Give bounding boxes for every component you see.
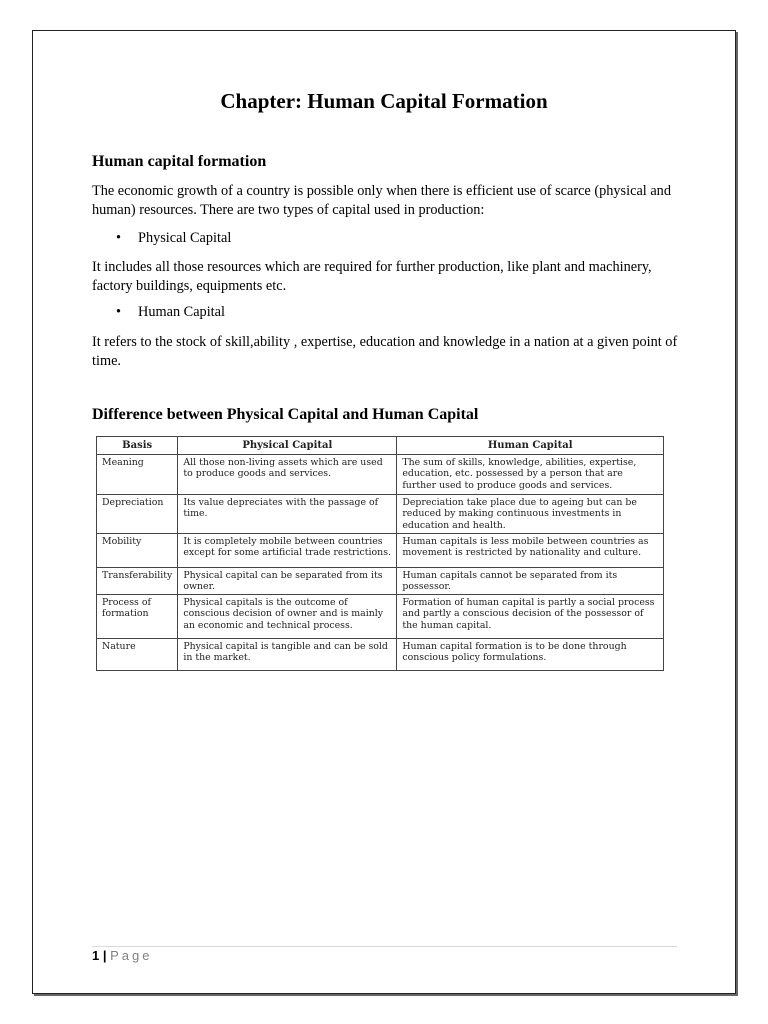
bullet-human-capital [116,304,225,321]
page-number: 1 [92,948,100,963]
bullet-label: Human Capital [138,304,225,320]
bullet-icon: • [116,230,122,246]
cell-physical: Physical capital can be separated from its owner. [178,567,397,594]
table-header-row [97,437,664,455]
table-row [97,455,664,495]
intro-paragraph: The economic growth of a country is possible only when there is efficient use of scarce (physical and human) resources. There are two types of capital used in production: [92,183,671,218]
cell-basis: Process of formation [97,595,178,639]
human-capital-description: It refers to the stock of skill,ability , expertise, education and knowledge in a nation at a given point of time. [92,334,678,369]
cell-human: Depreciation take place due to ageing but can be reduced by making continuous investments in education and health. [397,495,664,534]
cell-human: Human capitals cannot be separated from its possessor. [397,567,664,594]
cell-basis: Depreciation [97,495,178,534]
cell-physical: Physical capital is tangible and can be sold in the market. [178,639,397,671]
section-heading-difference: Difference between Physical Capital and Human Capital [92,406,479,423]
table-row [97,595,664,639]
cell-basis: Nature [97,639,178,671]
header-human-capital: Human Capital [397,437,664,455]
header-basis: Basis [97,437,178,455]
cell-human: Human capital formation is to be done through conscious policy formulations. [397,639,664,671]
footer-divider [92,946,677,947]
bullet-label: Physical Capital [138,230,232,246]
chapter-title: Chapter: Human Capital Formation [220,89,548,113]
cell-physical: It is completely mobile between countries except for some artificial trade restrictions. [178,533,397,567]
cell-physical: Its value depreciates with the passage of time. [178,495,397,534]
bullet-icon: • [116,304,122,320]
table-row [97,639,664,671]
table-row [97,533,664,567]
cell-basis: Mobility [97,533,178,567]
cell-basis: Meaning [97,455,178,495]
cell-human: Formation of human capital is partly a social process and partly a conscious decision of the possessor of the human capital. [397,595,664,639]
cell-basis: Transferability [97,567,178,594]
comparison-table [96,436,664,671]
cell-physical: All those non-living assets which are used to produce goods and services. [178,455,397,495]
table-row [97,567,664,594]
bullet-physical-capital [116,230,231,247]
footer-separator: | [102,948,107,963]
table-row [97,495,664,534]
section-heading-human-capital-formation: Human capital formation [92,153,267,170]
page-label: Page [110,948,153,963]
header-physical-capital: Physical Capital [178,437,397,455]
cell-human: Human capitals is less mobile between countries as movement is restricted by nationality and culture. [397,533,664,567]
cell-human: The sum of skills, knowledge, abilities, expertise, education, etc. possessed by a person that are further used to produce goods and services. [397,455,664,495]
cell-physical: Physical capitals is the outcome of conscious decision of owner and is mainly an economic and technical process. [178,595,397,639]
page-footer [92,948,153,963]
physical-capital-description: It includes all those resources which are required for further production, like plant and machinery, factory buildings, equipments etc. [92,259,652,294]
